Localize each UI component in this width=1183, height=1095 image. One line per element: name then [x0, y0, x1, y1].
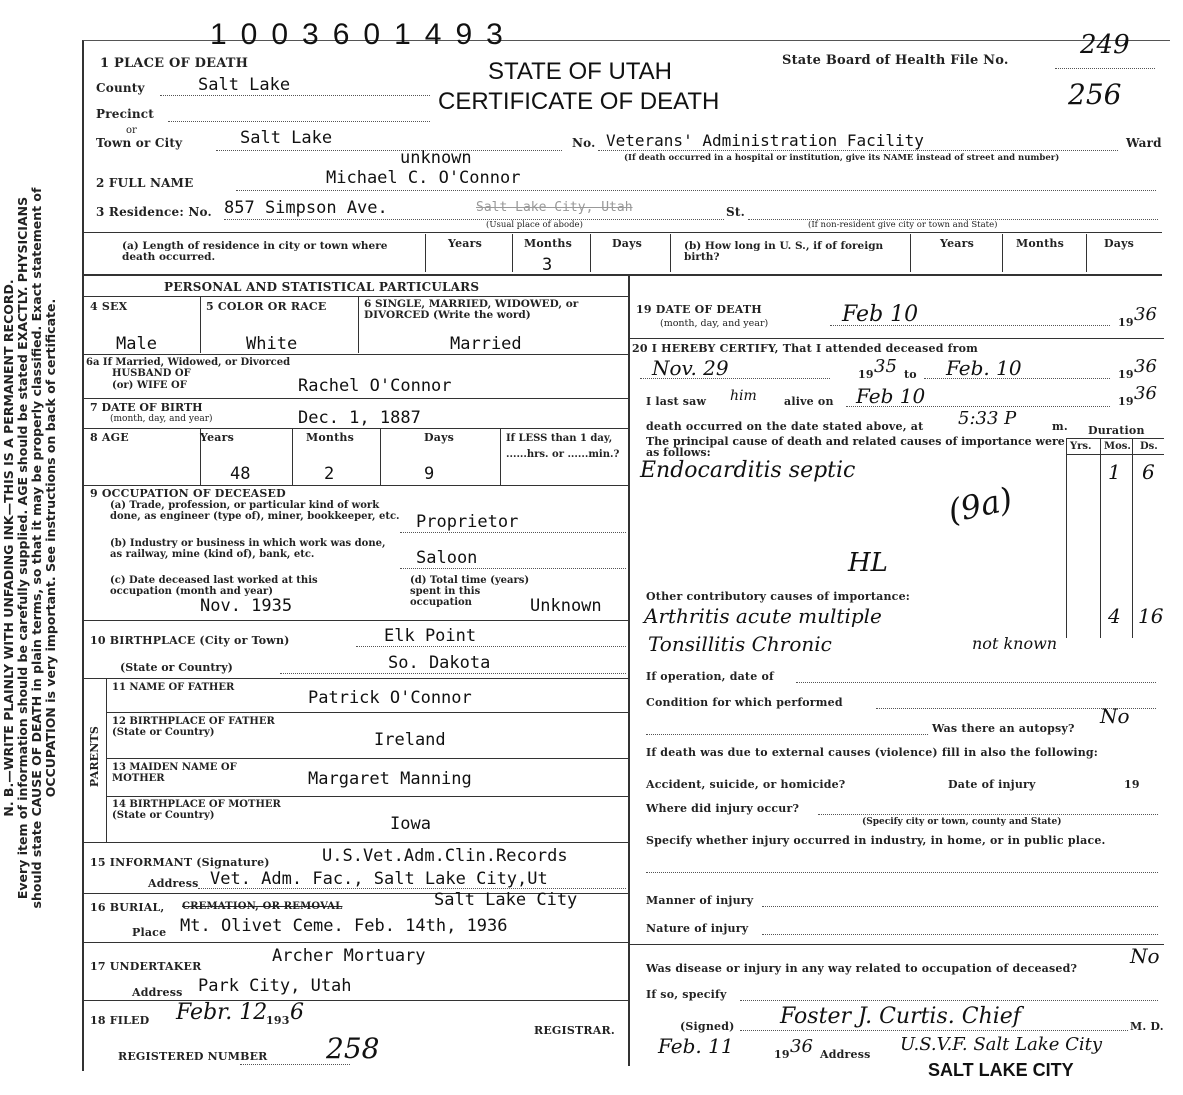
stamp-city: SALT LAKE CITY [928, 1060, 1074, 1080]
father-value: Patrick O'Connor [308, 688, 472, 708]
last-saw-year-prefix: 19 [1118, 395, 1134, 408]
residence-days-head: Days [612, 237, 643, 250]
time-m-label: m. [1052, 420, 1068, 433]
nature-label: Nature of injury [646, 922, 749, 935]
age-days-value: 9 [424, 464, 435, 484]
registered-value: 258 [326, 1032, 380, 1065]
color-value: White [246, 334, 298, 354]
foreign-years-head: Years [940, 237, 975, 250]
accident-label: Accident, suicide, or homicide? [646, 778, 846, 791]
informant-address-label: Address [148, 877, 199, 890]
physician-signature: Foster J. Curtis. Chief [780, 1004, 1021, 1029]
occupation-a-label: (a) Trade, profession, or particular kind of work done, as engineer (type of), miner, bookkeeper, etc. [110, 500, 400, 522]
sidebar-line-3: should state CAUSE OF DEATH in plain terms, so that it may be properly classified. Exact statement of [29, 187, 44, 909]
md-label: M. D. [1130, 1020, 1164, 1033]
age-months-value: 2 [324, 464, 335, 484]
manner-label: Manner of injury [646, 894, 754, 907]
hospital-note: (If death occurred in a hospital or institution, give its NAME instead of street and number) [624, 153, 1060, 163]
foreign-months-head: Months [1016, 237, 1064, 250]
sidebar-line-1: N. B.—WRITE PLAINLY WITH UNFADING INK—THIS IS A PERMANENT RECORD. [1, 279, 16, 817]
external-label: If death was due to external causes (violence) fill in also the following: [646, 746, 1099, 759]
sidebar-line-4: OCCUPATION is very important. See instructions on back of certificate. [43, 298, 58, 798]
sex-value: Male [116, 334, 157, 354]
residence-months-head: Months [524, 237, 572, 250]
other-cause-1-mos: 4 [1108, 604, 1121, 628]
cause-mos: 1 [1108, 460, 1121, 484]
age-less-label: If LESS than 1 day, ......hrs. or ......min.? [506, 433, 620, 460]
time-value: 5:33 P [958, 408, 1017, 429]
informant-address: Vet. Adm. Fac., Salt Lake City,Ut [210, 869, 548, 889]
filed-year-prefix: 193 [266, 1014, 290, 1027]
state-file-extra: 256 [1068, 78, 1122, 111]
informant-value: U.S.Vet.Adm.Clin.Records [322, 846, 568, 866]
where-label: Where did injury occur? [646, 802, 800, 815]
spouse-label-1: 6a If Married, Widowed, or Divorced [86, 357, 291, 368]
foreign-days-head: Days [1104, 237, 1135, 250]
county-value: Salt Lake [198, 75, 291, 95]
birthplace-city: Elk Point [384, 626, 477, 646]
foreign-birth-label: (b) How long in U. S., if of foreign birth? [684, 240, 884, 263]
burial-place-label: Place [132, 926, 167, 939]
full-name-above: unknown [400, 148, 472, 168]
burial-place: Mt. Olivet Ceme. Feb. 14th, 1936 [180, 916, 508, 936]
ward-label: Ward [1126, 136, 1162, 150]
state-file-number: 249 [1080, 30, 1130, 60]
time-label: death occurred on the date stated above, at [646, 420, 924, 433]
title-state: STATE OF UTAH [488, 58, 672, 85]
personal-heading: PERSONAL AND STATISTICAL PARTICULARS [164, 280, 480, 294]
filed-date: Febr. 12 [176, 1000, 268, 1025]
death-date-label: 19 DATE OF DEATH [636, 303, 762, 316]
sidebar-line-2: Every item of information should be carefully supplied. AGE should be stated EXACTLY. PHYSICIANS [15, 196, 30, 900]
spouse-value: Rachel O'Connor [298, 376, 452, 396]
to-year: 36 [1134, 356, 1157, 377]
to-year-prefix: 19 [1118, 368, 1134, 381]
sex-label: 4 SEX [90, 300, 128, 313]
if-so-label: If so, specify [646, 988, 727, 1001]
death-date-value: Feb 10 [842, 302, 919, 327]
mother-birthplace-value: Iowa [390, 814, 431, 834]
birthplace-state-label: (State or Country) [120, 661, 233, 674]
dob-sub: (month, day, and year) [110, 414, 213, 424]
undertaker-value: Archer Mortuary [272, 946, 426, 966]
facility-no-label: No. [572, 136, 596, 150]
death-date-sub: (month, day, and year) [660, 318, 769, 329]
sign-address: U.S.V.F. Salt Lake City [900, 1034, 1103, 1055]
signed-label: (Signed) [680, 1020, 735, 1033]
coder-stamp: (9a) [944, 479, 1016, 531]
title-certificate: CERTIFICATE OF DEATH [438, 88, 720, 115]
duration-yrs: Yrs. [1070, 441, 1092, 452]
marital-label: 6 SINGLE, MARRIED, WIDOWED, or DIVORCED (Write the word) [364, 298, 579, 321]
undertaker-label: 17 UNDERTAKER [90, 960, 202, 973]
father-label: 11 NAME OF FATHER [112, 682, 235, 693]
facility-value: Veterans' Administration Facility [606, 131, 924, 150]
occupation-a-value: Proprietor [416, 512, 519, 532]
certify-label: 20 I HEREBY CERTIFY, That I attended deceased from [632, 342, 978, 355]
occupation-b-label: (b) Industry or business in which work was done, as railway, mine (kind of), bank, etc. [110, 538, 386, 560]
specify-place-label: Specify whether injury occurred in industry, in home, or in public place. [646, 834, 1106, 847]
duration-mos: Mos. [1104, 441, 1131, 452]
age-months-head: Months [306, 431, 354, 444]
birthplace-label: 10 BIRTHPLACE (City or Town) [90, 634, 290, 647]
occ-related-label: Was disease or injury in any way related to occupation of deceased? [646, 962, 1078, 975]
father-birthplace-value: Ireland [374, 730, 446, 750]
other-cause-2-note: not known [972, 634, 1058, 653]
other-cause-1-ds: 16 [1138, 604, 1164, 628]
filed-label: 18 FILED [90, 1014, 150, 1027]
precinct-label: Precinct [96, 107, 155, 121]
sign-date: Feb. 11 [658, 1034, 734, 1058]
residence-st-label: St. [726, 205, 745, 219]
cause-value: Endocarditis septic [640, 458, 856, 483]
last-saw-pronoun: him [730, 388, 757, 404]
death-year-prefix: 19 [1118, 316, 1134, 329]
occupation-d-value: Unknown [530, 596, 602, 616]
town-label: Town or City [96, 136, 183, 150]
full-name-label: 2 FULL NAME [96, 176, 194, 190]
from-year-prefix: 19 [858, 368, 874, 381]
condition-label: Condition for which performed [646, 696, 843, 709]
burial-struck: CREMATION, OR REMOVAL [182, 901, 343, 912]
other-causes-label: Other contributory causes of importance: [646, 590, 911, 603]
autopsy-value: No [1100, 704, 1130, 728]
sidebar-instructions [2, 48, 58, 1048]
death-year: 36 [1134, 304, 1157, 325]
from-year: 35 [874, 356, 897, 377]
dob-value: Dec. 1, 1887 [298, 408, 421, 428]
last-saw-year: 36 [1134, 383, 1157, 404]
state-file-label: State Board of Health File No. [782, 53, 1009, 68]
coder-initials: HL [848, 548, 888, 578]
operation-label: If operation, date of [646, 670, 774, 683]
nonresident-note: (If non-resident give city or town and State) [808, 220, 998, 230]
other-cause-1: Arthritis acute multiple [644, 604, 882, 628]
residence-struck: Salt Lake City, Utah [476, 200, 633, 215]
occupation-b-value: Saloon [416, 548, 478, 568]
birthplace-state: So. Dakota [388, 653, 491, 673]
registered-label: REGISTERED NUMBER [118, 1050, 268, 1063]
other-cause-2: Tonsillitis Chronic [648, 632, 832, 656]
to-date: Feb. 10 [946, 356, 1022, 380]
dob-label: 7 DATE OF BIRTH [90, 401, 203, 414]
sign-year: 36 [790, 1036, 813, 1057]
residence-length-label: (a) Length of residence in city or town where death occurred. [122, 240, 388, 263]
age-label: 8 AGE [90, 431, 129, 444]
registrar-label: REGISTRAR. [534, 1024, 615, 1037]
residence-months-value: 3 [542, 255, 553, 275]
autopsy-label: Was there an autopsy? [932, 722, 1075, 735]
residence-label: 3 Residence: No. [96, 205, 212, 219]
from-date: Nov. 29 [652, 356, 729, 380]
duration-label: Duration [1088, 424, 1145, 437]
date-injury-label: Date of injury [948, 778, 1036, 791]
alive-on-label: alive on [784, 395, 834, 408]
marital-value: Married [450, 334, 522, 354]
occ-related-value: No [1130, 944, 1160, 968]
color-label: 5 COLOR OR RACE [206, 300, 327, 313]
sign-year-prefix: 19 [774, 1048, 790, 1061]
injury-year-prefix: 19 [1124, 778, 1140, 791]
parents-side-label: PARENTS [88, 725, 102, 788]
undertaker-address-label: Address [132, 986, 183, 999]
occupation-d-label: (d) Total time (years) spent in this occupation [410, 575, 530, 608]
where-note: (Specify city or town, county and State) [862, 817, 1062, 827]
county-label: County [96, 81, 145, 95]
mother-value: Margaret Manning [308, 769, 472, 789]
last-saw-date: Feb 10 [856, 384, 926, 408]
mother-birthplace-label: 14 BIRTHPLACE OF MOTHER (State or Country) [112, 799, 281, 821]
spouse-label-3: (or) WIFE OF [112, 380, 187, 391]
or-label: or [126, 125, 137, 136]
undertaker-address: Park City, Utah [198, 976, 352, 996]
cause-label: The principal cause of death and related causes of importance were as follows: [646, 435, 1065, 459]
duration-ds: Ds. [1140, 441, 1158, 452]
residence-value: 857 Simpson Ave. [224, 198, 388, 218]
occupation-c-value: Nov. 1935 [200, 596, 293, 616]
certificate-number: 1003601493 [210, 18, 517, 51]
mother-label: 13 MAIDEN NAME OF MOTHER [112, 762, 237, 784]
to-label: to [904, 368, 917, 381]
full-name-value: Michael C. O'Connor [326, 168, 521, 188]
filed-year: 6 [290, 1000, 304, 1025]
father-birthplace-label: 12 BIRTHPLACE OF FATHER (State or Country) [112, 716, 275, 738]
spouse-label-2: HUSBAND OF [112, 368, 191, 379]
usual-abode-note: (Usual place of abode) [486, 220, 583, 230]
age-days-head: Days [424, 431, 455, 444]
burial-label: 16 BURIAL, [90, 901, 165, 914]
place-of-death-heading: 1 PLACE OF DEATH [100, 56, 249, 71]
informant-label: 15 INFORMANT (Signature) [90, 856, 270, 869]
occupation-label: 9 OCCUPATION OF DECEASED [90, 487, 286, 500]
age-years-head: Years [200, 431, 235, 444]
residence-years-head: Years [448, 237, 483, 250]
occupation-c-label: (c) Date deceased last worked at this occupation (month and year) [110, 575, 318, 597]
town-value: Salt Lake [240, 128, 333, 148]
cause-ds: 6 [1142, 460, 1155, 484]
sign-address-label: Address [820, 1048, 871, 1061]
burial-city: Salt Lake City [434, 890, 578, 910]
last-saw-label: I last saw [646, 395, 707, 408]
age-years-value: 48 [230, 464, 251, 484]
